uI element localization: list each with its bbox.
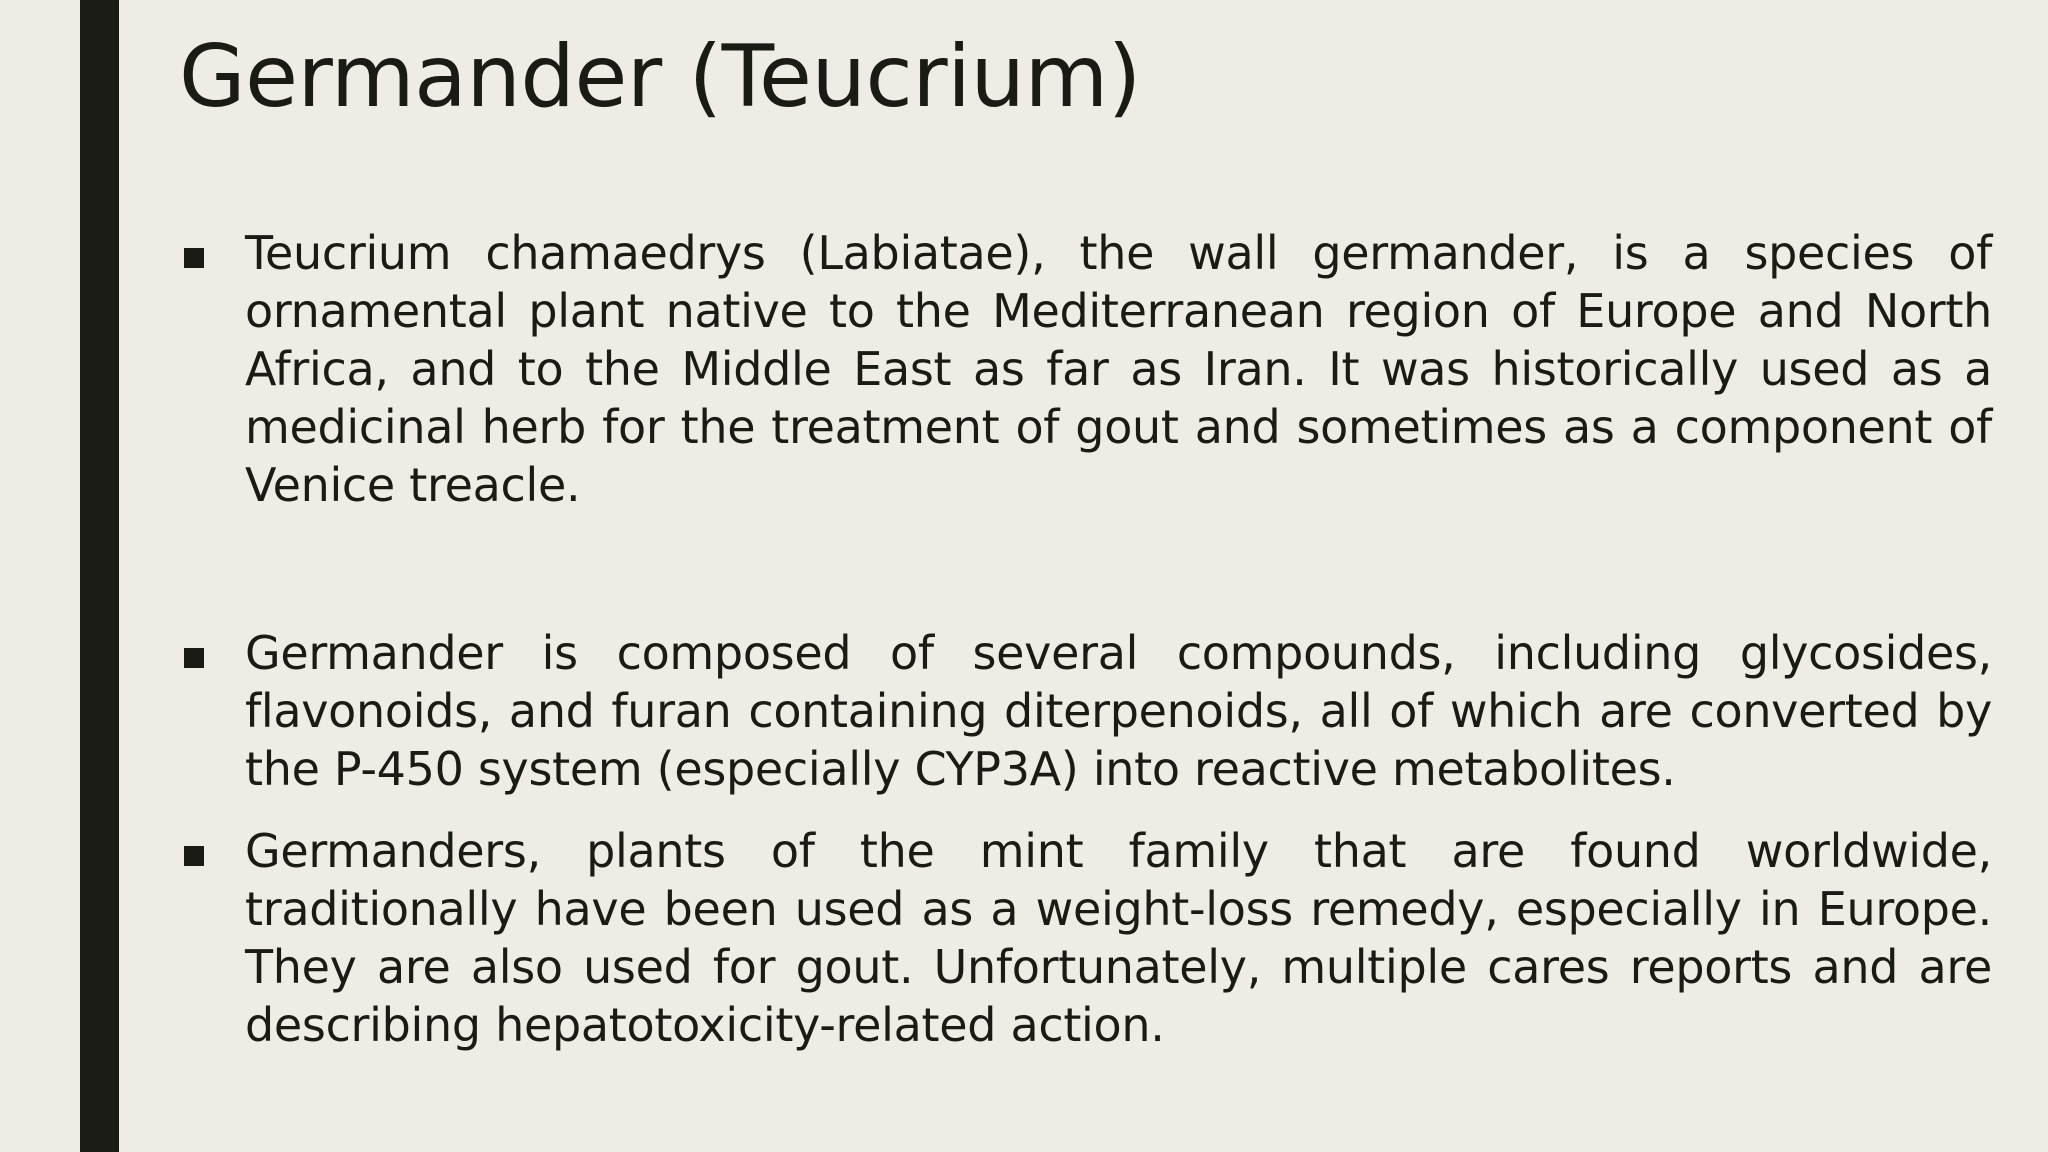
square-bullet-icon: [184, 846, 204, 866]
slide-title: Germander (Teucrium): [179, 27, 1141, 127]
bullet-marker: [179, 224, 245, 268]
bullet-text: Teucrium chamaedrys (Labiatae), the wall germander, is a species of ornamental plant native to the Mediterranean region of Europe and North Africa, and to the Middle East as far as Iran. It was historically used as a medicinal herb for the treatment of gout and sometimes as a component of Venice treacle.: [245, 226, 1992, 512]
bullet-marker: [179, 624, 245, 668]
square-bullet-icon: [184, 248, 204, 268]
bullet-text: Germander is composed of several compounds, including glycosides, flavonoids, and furan containing diterpenoids, all of which are converted by the P-450 system (especially CYP3A) into reactive metabolites.: [245, 626, 1992, 796]
bullet-text: Germanders, plants of the mint family that are found worldwide, traditionally have been used as a weight-loss remedy, especially in Europe. They are also used for gout. Unfortunately, multiple cares reports and are describing hepatotoxicity-related action.: [245, 824, 1992, 1052]
bullet-item: [179, 224, 1992, 514]
bullet-item: [179, 822, 1992, 1054]
bullet-item: [179, 624, 1992, 798]
square-bullet-icon: [184, 648, 204, 668]
left-accent-bar: [80, 0, 119, 1152]
bullet-marker: [179, 822, 245, 866]
